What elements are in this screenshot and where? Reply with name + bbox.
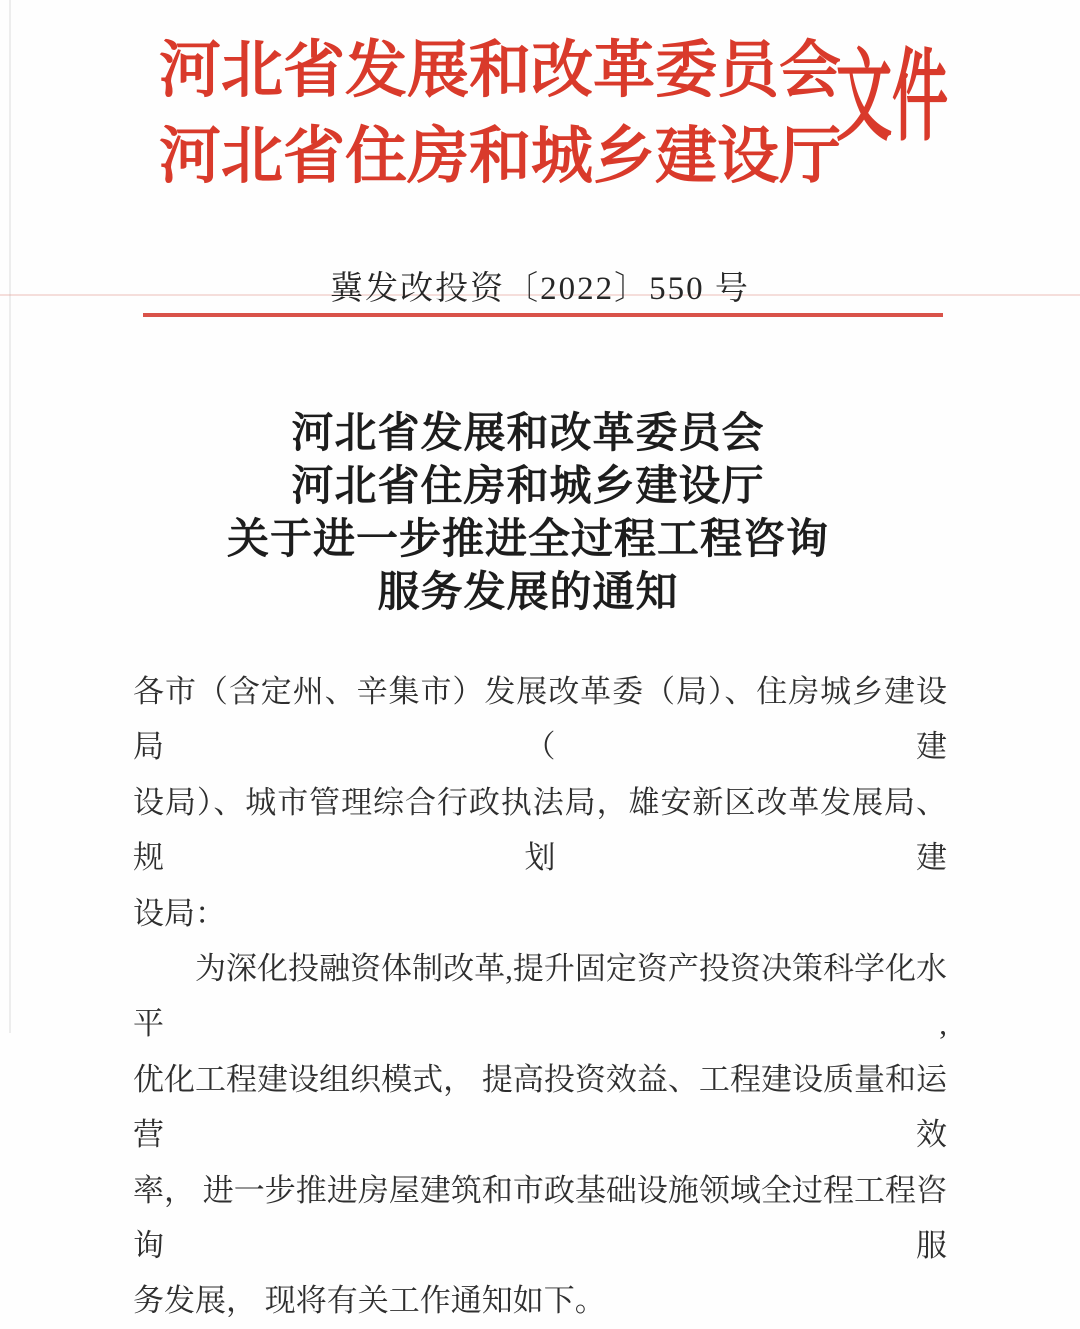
document-body xyxy=(133,664,947,1329)
title-line-2: 河北省住房和城乡建设厅 xyxy=(291,464,765,510)
red-divider-line xyxy=(143,313,943,317)
paragraph-intro xyxy=(133,941,947,1329)
title-line-1: 河北省发展和改革委员会 xyxy=(291,411,765,457)
title-line-4: 服务发展的通知 xyxy=(377,570,679,616)
body-text-line: 设局： xyxy=(133,895,226,931)
body-text-line: 为深化投融资体制改革,提升固定资产投资决策科学化水平, xyxy=(133,951,947,1042)
body-text-line: 优化工程建设组织模式， 提高投资效益、工程建设质量和运营效 xyxy=(133,1061,947,1153)
body-text-line: 率， 进一步推进房屋建筑和市政基础设施领域全过程工程咨询服 xyxy=(133,1172,947,1264)
document-title xyxy=(0,408,1056,620)
document-number: 冀发改投资〔2022〕550 号 xyxy=(330,271,750,307)
agency-line-1: 河北省发展和改革委员会 xyxy=(158,37,841,105)
paragraph-addressees xyxy=(133,664,947,941)
title-line-3: 关于进一步推进全过程工程咨询 xyxy=(226,517,829,563)
agency-line-2: 河北省住房和城乡建设厅 xyxy=(158,123,841,191)
document-type-label: 文件 xyxy=(836,42,948,153)
body-text-line: 设局）、城市管理综合行政执法局，雄安新区改革发展局、规划建 xyxy=(133,784,947,876)
body-text-line: 各市（含定州、辛集市）发展改革委（局）、住房城乡建设局（建 xyxy=(133,674,947,765)
issuing-agencies xyxy=(150,28,850,200)
body-text-line: 务发展， 现将有关工作通知如下。 xyxy=(133,1283,606,1319)
